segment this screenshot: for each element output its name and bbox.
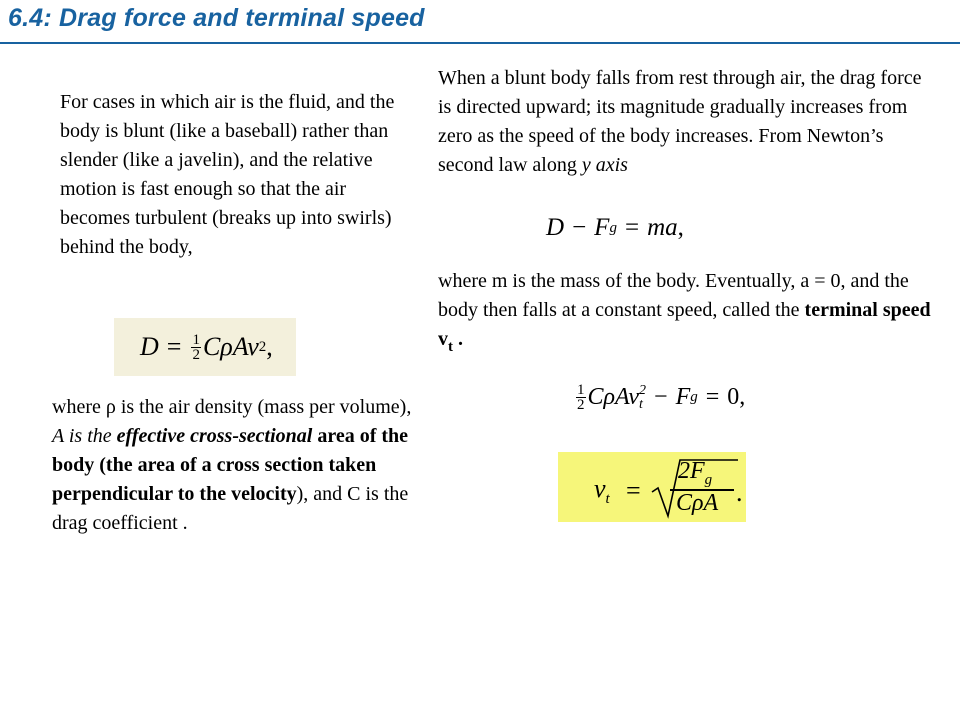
square-root-sign	[610, 456, 740, 520]
title-divider	[0, 42, 960, 44]
force-balance-equation: $\frac{1}{2}$ CρAv 2 t − F g = 0 ,	[577, 382, 746, 413]
right-paragraph-falling-body: When a blunt body falls from rest through air, the drag force is directed upward; its magnitude gradually increases from zero as the speed of the body increases. From Newton’s second law along y axis	[438, 67, 922, 176]
right-paragraph-terminal-speed: where m is the mass of the body. Eventually, a = 0, and the body then falls at a constant speed, called the terminal speed $v_t$ .	[438, 270, 931, 355]
left-paragraph-definitions: where ρ is the air density (mass per volume), A is the effective cross-sectional area of the body (the area of a cross section taken perpendicular to the velocity), and C is the drag coefficient .	[52, 396, 412, 534]
drag-force-equation: D = $\frac{1}{2}$ CρAv 2 ,	[114, 318, 296, 376]
slide-title: 6.4: Drag force and terminal speed	[8, 4, 425, 32]
left-paragraph-intro: For cases in which air is the fluid, and the body is blunt (like a baseball) rather than slender (like a javelin), and the relative motion is fast enough so that the air becomes turbulent (breaks up into swirls) behind the body,	[60, 91, 395, 258]
terminal-speed-equation: $v_t$ = $2F_g$ CρA .	[558, 452, 746, 522]
newton-second-law-equation: D − F g = ma ,	[546, 214, 684, 241]
